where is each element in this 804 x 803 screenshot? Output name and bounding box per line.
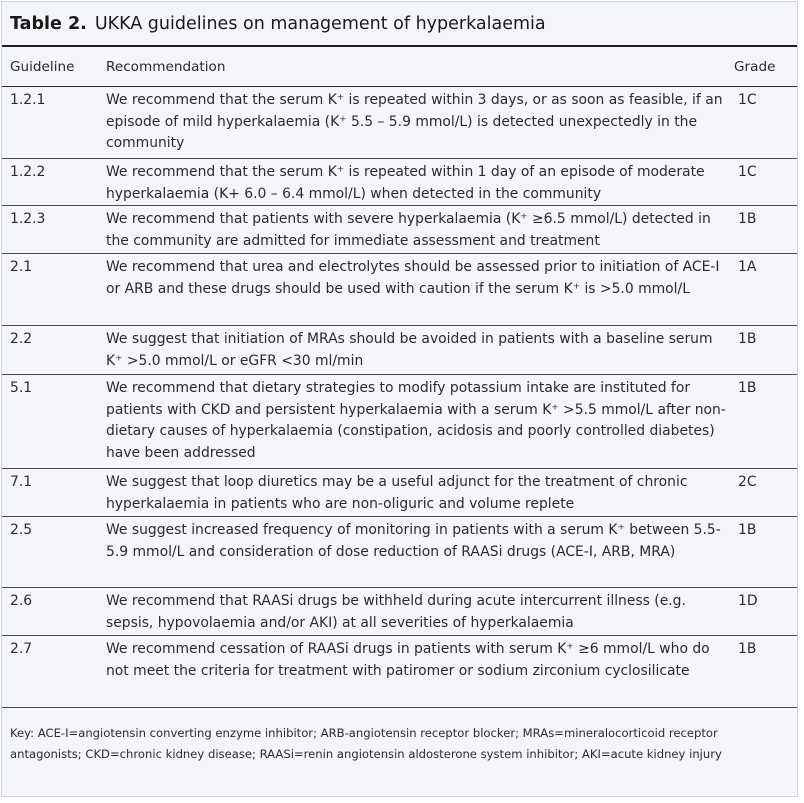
table-row — [2, 469, 797, 517]
row-guideline: 2.6 — [10, 593, 33, 609]
row-recommendation: We recommend that patients with severe hyperkalaemia (K⁺ ≥6.5 mmol/L) detected in the community are admitted for immediate assessment and treatment — [106, 211, 711, 249]
row-grade: 1B — [738, 380, 757, 396]
row-guideline: 1.2.2 — [10, 164, 46, 180]
row-grade: 1D — [738, 593, 758, 609]
row-guideline: 2.2 — [10, 331, 33, 347]
row-recommendation: We recommend cessation of RAASi drugs in patients with serum K⁺ ≥6 mmol/L who do not meet the criteria for treatment with patiromer or sodium zirconium cyclosilicate — [106, 641, 710, 679]
row-guideline: 2.1 — [10, 259, 33, 275]
row-recommendation: We recommend that dietary strategies to modify potassium intake are instituted for patients with CKD and persistent hyperkalaemia with a serum K⁺ >5.5 mmol/L after non-dietary causes of hyperkalaemia (constipation, acidosis and poorly controlled diabetes) have been addressed — [106, 380, 726, 461]
table-row — [2, 636, 797, 708]
table-caption — [2, 2, 797, 47]
table-caption-label: Table 2. — [10, 13, 87, 34]
table-row — [2, 588, 797, 636]
row-guideline: 2.7 — [10, 641, 33, 657]
row-grade: 1B — [738, 211, 757, 227]
row-guideline: 1.2.1 — [10, 92, 46, 108]
row-grade: 2C — [738, 474, 757, 490]
row-grade: 1B — [738, 522, 757, 538]
table-header-row — [2, 47, 797, 87]
table-row — [2, 375, 797, 469]
row-guideline: 5.1 — [10, 380, 33, 396]
table-footnote: Key: ACE-I=angiotensin converting enzyme inhibitor; ARB-angiotensin receptor blocker; MRAs=mineralocorticoid receptor antagonists; CKD=chronic kidney disease; RAASi=renin angiotensin aldosterone system inhibitor; AKI=acute kidney injury — [10, 726, 722, 761]
table-caption-title: UKKA guidelines on management of hyperkalaemia — [94, 13, 546, 34]
table-row — [2, 326, 797, 375]
table-row — [2, 517, 797, 588]
row-recommendation: We suggest increased frequency of monitoring in patients with a serum K⁺ between 5.5-5.9 mmol/L and consideration of dose reduction of RAASi drugs (ACE-I, ARB, MRA) — [106, 522, 721, 560]
table-row — [2, 206, 797, 254]
table-row — [2, 254, 797, 326]
row-recommendation: We suggest that loop diuretics may be a useful adjunct for the treatment of chronic hyperkalaemia in patients who are non-oliguric and volume replete — [106, 474, 688, 512]
row-grade: 1C — [738, 92, 757, 108]
row-grade: 1A — [738, 259, 757, 275]
row-grade: 1B — [738, 331, 757, 347]
row-recommendation: We suggest that initiation of MRAs should be avoided in patients with a baseline serum K⁺ >5.0 mmol/L or eGFR <30 ml/min — [106, 331, 713, 369]
row-recommendation: We recommend that the serum K⁺ is repeated within 3 days, or as soon as feasible, if an episode of mild hyperkalaemia (K⁺ 5.5 – 5.9 mmol/L) is detected unexpectedly in the community — [106, 92, 723, 152]
row-recommendation: We recommend that the serum K⁺ is repeated within 1 day of an episode of moderate hyperkalaemia (K+ 6.0 – 6.4 mmol/L) when detected in the community — [106, 164, 705, 202]
row-recommendation: We recommend that urea and electrolytes should be assessed prior to initiation of ACE-I or ARB and these drugs should be used with caution if the serum K⁺ is >5.0 mmol/L — [106, 259, 720, 297]
row-guideline: 7.1 — [10, 474, 33, 490]
table-row — [2, 159, 797, 206]
table-row — [2, 87, 797, 159]
header-guideline: Guideline — [10, 58, 75, 75]
row-guideline: 2.5 — [10, 522, 33, 538]
guidelines-table — [1, 1, 798, 797]
row-recommendation: We recommend that RAASi drugs be withheld during acute intercurrent illness (e.g. sepsis, hypovolaemia and/or AKI) at all severities of hyperkalaemia — [106, 593, 686, 631]
row-grade: 1B — [738, 641, 757, 657]
header-recommendation: Recommendation — [106, 58, 226, 75]
header-grade: Grade — [734, 58, 776, 75]
row-guideline: 1.2.3 — [10, 211, 46, 227]
row-grade: 1C — [738, 164, 757, 180]
